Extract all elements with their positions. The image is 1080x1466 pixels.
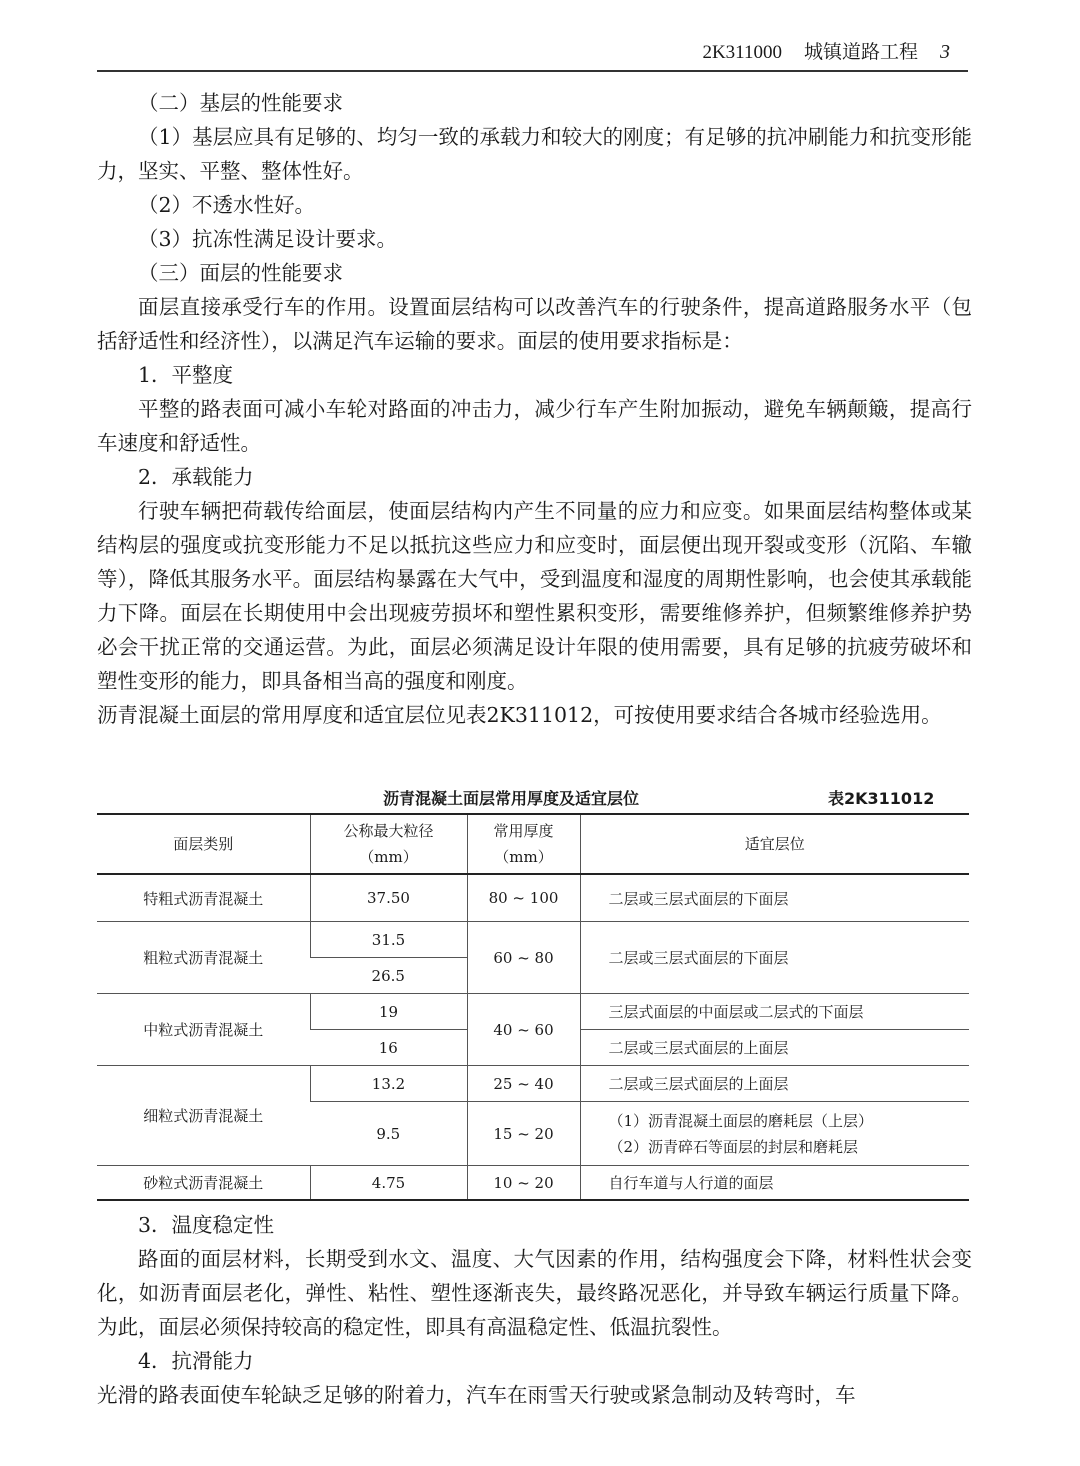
running-head [702,37,950,64]
paragraph: 沥青混凝土面层的常用厚度和适宜层位见表2K311012，可按使用要求结合各城市经验选用。 [97,703,942,727]
paragraph: （二）基层的性能要求 [138,91,343,115]
header-type: 面层类别 [97,814,310,874]
table-row [97,1066,969,1102]
size-cell: 37.50 [310,874,467,922]
table-row [97,922,969,958]
page-header [97,34,968,72]
size-cell: 9.5 [310,1102,467,1166]
header-thickness: 常用厚度 （mm） [467,814,580,874]
type-cell: 砂粒式沥青混凝土 [97,1166,310,1201]
table-title: 沥青混凝土面层常用厚度及适宜层位 [383,789,640,808]
type-cell: 粗粒式沥青混凝土 [97,922,310,994]
layer-cell: 二层或三层式面层的下面层 [580,874,969,922]
header-layer: 适宜层位 [580,814,969,874]
thickness-cell: 80 ~ 100 [467,874,580,922]
layer-cell: 二层或三层式面层的上面层 [580,1066,969,1102]
header-max-size: 公称最大粒径 （mm） [310,814,467,874]
thickness-cell: 15 ~ 20 [467,1102,580,1166]
table-row [97,874,969,922]
body-text-after-table [97,1208,972,1412]
table-row [97,994,969,1030]
paragraph: 路面的面层材料，长期受到水文、温度、大气因素的作用，结构强度会下降，材料性状会变化，如沥青面层老化，弹性、粘性、塑性逐渐丧失，最终路况恶化，并导致车辆运行质量下降。为此，面层必须保持较高的稳定性，即具有高温稳定性、低温抗裂性。 [97,1247,972,1339]
layer-cell: 三层式面层的中面层或二层式的下面层 [580,994,969,1030]
table-caption [97,784,969,810]
subheading: 3．温度稳定性 [138,1213,275,1237]
type-cell: 细粒式沥青混凝土 [97,1066,310,1166]
subheading: 4．抗滑能力 [138,1349,254,1373]
type-cell: 中粒式沥青混凝土 [97,994,310,1066]
chapter-title: 城镇道路工程 [803,42,918,63]
size-cell: 4.75 [310,1166,467,1201]
section-code: 2K311000 [702,42,782,63]
thickness-cell: 40 ~ 60 [467,994,580,1066]
size-cell: 26.5 [310,958,467,994]
thickness-cell: 60 ~ 80 [467,922,580,994]
paragraph: （2）不透水性好。 [138,193,316,217]
layer-cell: 二层或三层式面层的下面层 [580,922,969,994]
size-cell: 16 [310,1030,467,1066]
size-cell: 31.5 [310,922,467,958]
paragraph: 面层直接承受行车的作用。设置面层结构可以改善汽车的行驶条件，提高道路服务水平（包括舒适性和经济性），以满足汽车运输的要求。面层的使用要求指标是： [97,295,972,353]
table-number: 表2K311012 [828,789,935,808]
table-header-row [97,814,969,874]
paragraph: 平整的路表面可减小车轮对路面的冲击力，减少行车产生附加振动，避免车辆颠簸，提高行车速度和舒适性。 [97,397,972,455]
asphalt-thickness-table [97,813,969,1201]
page-number: 3 [940,41,950,63]
thickness-cell: 10 ~ 20 [467,1166,580,1201]
layer-cell: 自行车道与人行道的面层 [580,1166,969,1201]
body-text-before-table [97,86,972,732]
size-cell: 19 [310,994,467,1030]
subheading: 2．承载能力 [138,465,254,489]
paragraph: （1）基层应具有足够的、均匀一致的承载力和较大的刚度；有足够的抗冲刷能力和抗变形能力，坚实、平整、整体性好。 [97,125,972,183]
table-row [97,1166,969,1201]
size-cell: 13.2 [310,1066,467,1102]
layer-cell: （1）沥青混凝土面层的磨耗层（上层） （2）沥青碎石等面层的封层和磨耗层 [580,1102,969,1166]
paragraph: （3）抗冻性满足设计要求。 [138,227,398,251]
paragraph: 光滑的路表面使车轮缺乏足够的附着力，汽车在雨雪天行驶或紧急制动及转弯时，车 [97,1383,856,1407]
paragraph: （三）面层的性能要求 [138,261,343,285]
thickness-cell: 25 ~ 40 [467,1066,580,1102]
paragraph: 行驶车辆把荷载传给面层，使面层结构内产生不同量的应力和应变。如果面层结构整体或某结构层的强度或抗变形能力不足以抵抗这些应力和应变时，面层便出现开裂或变形（沉陷、车辙等），降低其服务水平。面层结构暴露在大气中，受到温度和湿度的周期性影响，也会使其承载能力下降。面层在长期使用中会出现疲劳损坏和塑性累积变形，需要维修养护，但频繁维修养护势必会干扰正常的交通运营。为此，面层必须满足设计年限的使用需要，具有足够的抗疲劳破坏和塑性变形的能力，即具备相当高的强度和刚度。 [97,499,972,693]
type-cell: 特粗式沥青混凝土 [97,874,310,922]
subheading: 1．平整度 [138,363,234,387]
layer-cell: 二层或三层式面层的上面层 [580,1030,969,1066]
